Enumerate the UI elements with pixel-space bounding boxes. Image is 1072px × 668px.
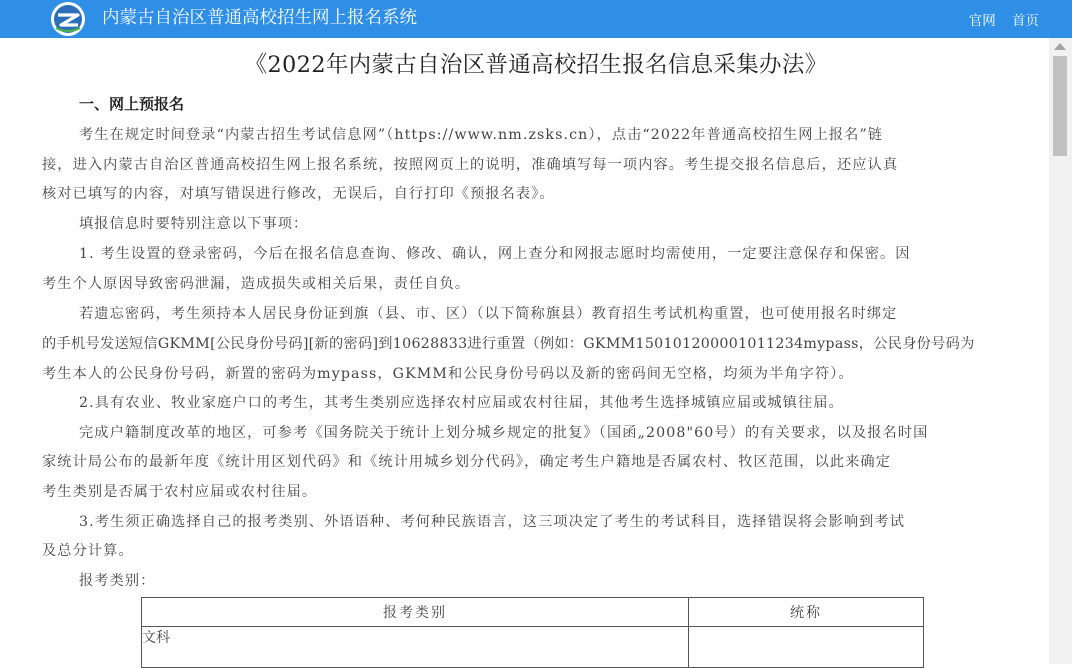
top-nav: [957, 9, 1039, 29]
table-header: 报考类别: [142, 598, 689, 627]
paragraph-line: 考生本人的公民身份号码，新置的密码为mypass，GKMM和公民身份号码以及新的密码间无空格，均须为半角字符）。: [42, 366, 854, 382]
paragraph-line: 1. 考生设置的登录密码，今后在报名信息查询、修改、确认，网上查分和网报志愿时均需使用，一定要注意保存和保密。因: [79, 246, 911, 262]
logo-icon: [50, 1, 86, 37]
section-heading: 一、网上预报名: [79, 95, 185, 113]
paragraph-line: 接，进入内蒙古自治区普通高校招生网上报名系统，按照网页上的说明，准确填写每一项内容。考生提交报名信息后，还应认真: [42, 157, 899, 173]
scroll-up-arrow-icon[interactable]: [1054, 43, 1066, 50]
document-title: 《2022年内蒙古自治区普通高校招生报名信息采集办法》: [244, 52, 828, 78]
category-table: [141, 597, 924, 668]
table-row: [142, 627, 924, 668]
scrollbar-thumb[interactable]: [1053, 56, 1067, 156]
paragraph-line: 家统计局公布的最新年度《统计用区划代码》和《统计用城乡划分代码》，确定考生户籍地是否属农村、牧区范围，以此来确定: [42, 454, 892, 470]
paragraph-line: 考生个人原因导致密码泄漏，造成损失或相关后果，责任自负。: [42, 276, 471, 292]
paragraph-line: 填报信息时要特别注意以下事项：: [79, 216, 309, 232]
paragraph-line: 完成户籍制度改革的地区，可参考《国务院关于统计上划分城乡规定的批复》（国函„2008"60号）的有关要求，以及报名时国: [79, 425, 929, 441]
table-cell: [689, 627, 924, 668]
paragraph-line: 及总分计算。: [42, 543, 134, 559]
table-header-row: [142, 598, 924, 627]
paragraph-line: 2.具有农业、牧业家庭户口的考生，其考生类别应选择农村应届或农村往届，其他考生选择城镇应届或城镇往届。: [79, 395, 844, 411]
paragraph-line: 核对已填写的内容，对填写错误进行修改，无误后，自行打印《预报名表》。: [42, 186, 555, 202]
vertical-scrollbar[interactable]: [1049, 38, 1072, 664]
paragraph-line: 考生在规定时间登录“内蒙古招生考试信息网”（https://www.nm.zsks.cn），点击“2022年普通高校招生网上报名”链: [79, 127, 884, 143]
top-navbar: [0, 0, 1072, 38]
document-content: [0, 38, 1049, 664]
table-cell: 文科: [142, 627, 689, 668]
paragraph-line: 3.考生须正确选择自己的报考类别、外语语种、考何种民族语言，这三项决定了考生的考试科目，选择错误将会影响到考试: [79, 514, 905, 530]
paragraph-line: 若遗忘密码，考生须持本人居民身份证到旗（县、市、区）（以下简称旗县）教育招生考试机构重置，也可使用报名时绑定: [79, 306, 898, 322]
official-site-link[interactable]: 官网: [968, 13, 996, 29]
paragraph-line: 报考类别：: [79, 573, 156, 589]
home-link[interactable]: 首页: [1012, 13, 1039, 29]
paragraph-line: 考生类别是否属于农村应届或农村往届。: [42, 484, 318, 500]
paragraph-line: 的手机号发送短信GKMM[公民身份号码][新的密码]到10628833进行重置（例如：GKMM150101200001011234mypass，公民身份号码为: [42, 336, 975, 352]
system-title: 内蒙古自治区普通高校招生网上报名系统: [102, 8, 417, 28]
table-header: 统称: [689, 598, 924, 627]
